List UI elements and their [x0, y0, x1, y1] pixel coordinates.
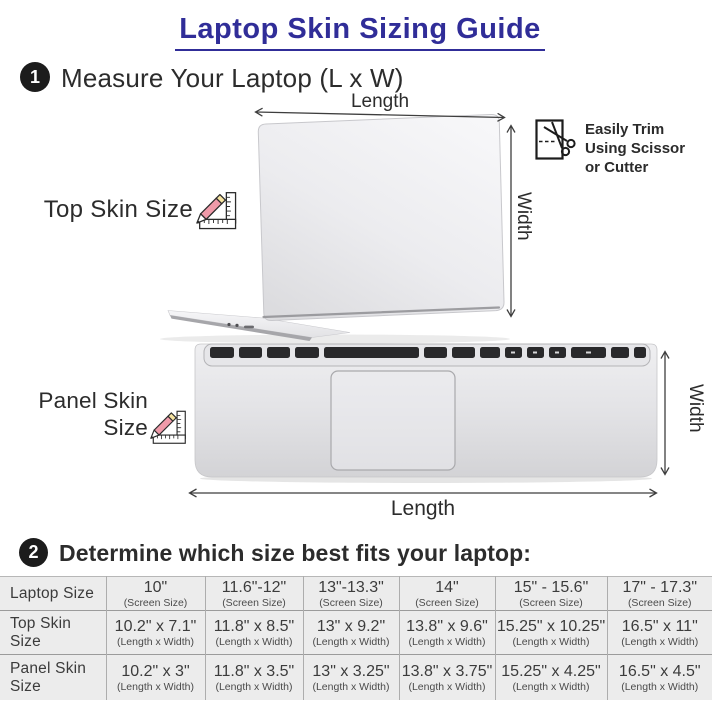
- table-cell: 11.6"-12" (Screen Size): [205, 577, 303, 611]
- trim-note-line3: or Cutter: [585, 159, 649, 176]
- laptop-panel-illustration: [195, 344, 657, 483]
- row-label: Laptop Size: [10, 584, 95, 602]
- scissors-icon: [537, 121, 575, 159]
- trackpad: [331, 371, 455, 470]
- trim-note-line1: Easily Trim: [585, 121, 665, 138]
- table-cell: 13" x 3.25" (Length x Width): [303, 655, 399, 701]
- panel-skin-size-line1: Panel Skin: [38, 388, 148, 413]
- step-1-heading: Measure Your Laptop (L x W): [61, 63, 404, 93]
- step-1-badge: 1: [20, 62, 50, 92]
- table-cell: 13"-13.3" (Screen Size): [303, 577, 399, 611]
- table-cell: 15.25" x 4.25" (Length x Width): [495, 655, 607, 701]
- length-label-top: Length: [350, 91, 410, 112]
- table-cell: 16.5" x 11" (Length x Width): [607, 611, 712, 655]
- table-cell: 13.8" x 3.75" (Length x Width): [399, 655, 495, 701]
- panel-skin-size-label: [16, 387, 148, 441]
- table-cell: 11.8" x 3.5" (Length x Width): [205, 655, 303, 701]
- table-cell: 15.25" x 10.25" (Length x Width): [495, 611, 607, 655]
- table-row-laptop-size: [0, 577, 712, 611]
- table-cell: 13.8" x 9.6" (Length x Width): [399, 611, 495, 655]
- width-label-panel: Width: [685, 384, 706, 433]
- table-cell: 10.2" x 3" (Length x Width): [106, 655, 205, 701]
- keyboard-row: [210, 347, 646, 358]
- trim-note: [585, 120, 685, 177]
- table-cell: 11.8" x 8.5" (Length x Width): [205, 611, 303, 655]
- top-skin-size-label: Top Skin Size: [43, 196, 193, 223]
- page-title: Laptop Skin Sizing Guide: [175, 13, 545, 51]
- table-cell: 10" (Screen Size): [106, 577, 205, 611]
- table-row-top-skin: [0, 611, 712, 655]
- length-label-panel: Length: [390, 497, 456, 520]
- table-cell: 17" - 17.3" (Screen Size): [607, 577, 712, 611]
- trim-note-line2: Using Scissor: [585, 140, 686, 157]
- table-cell: 13" x 9.2" (Length x Width): [303, 611, 399, 655]
- table-row-panel-skin: [0, 655, 712, 701]
- pencil-ruler-icon-panel: [151, 411, 186, 443]
- table-cell: 16.5" x 4.5" (Length x Width): [607, 655, 712, 701]
- width-label-top: Width: [513, 192, 534, 241]
- size-table: [0, 576, 712, 700]
- row-label: Panel Skin Size: [0, 655, 106, 701]
- pencil-ruler-icon-top: [197, 193, 236, 229]
- step-2-heading: Determine which size best fits your laptop:: [59, 540, 532, 566]
- table-cell: 10.2" x 7.1" (Length x Width): [106, 611, 205, 655]
- step-2-badge: 2: [19, 538, 48, 567]
- table-cell: 15" - 15.6" (Screen Size): [495, 577, 607, 611]
- row-label: Top Skin Size: [0, 611, 106, 655]
- table-cell: 14" (Screen Size): [399, 577, 495, 611]
- panel-skin-size-line2: Size: [103, 415, 148, 440]
